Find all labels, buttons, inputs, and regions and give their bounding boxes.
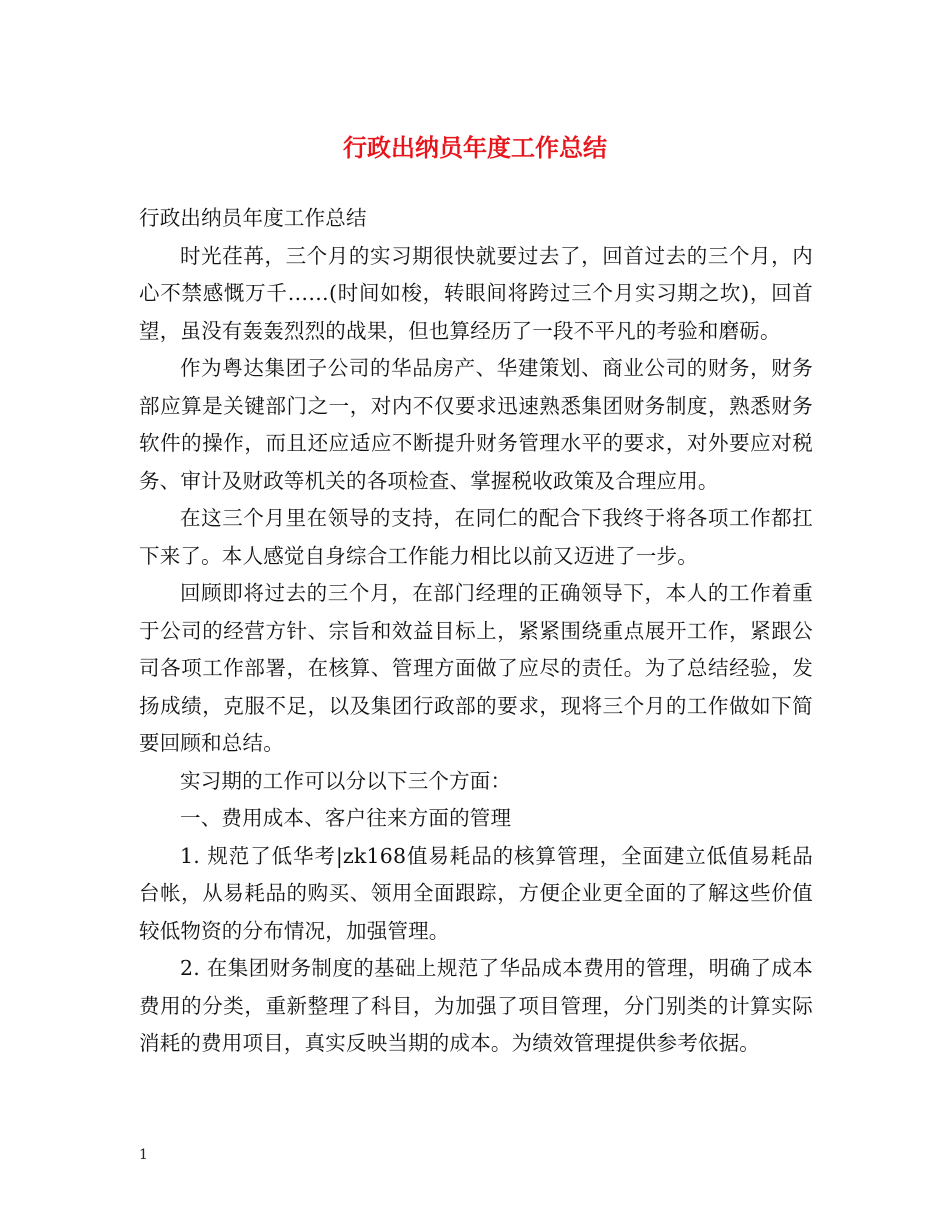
section-heading-cost: 一、费用成本、客户往来方面的管理 bbox=[180, 806, 512, 830]
paragraph-intro: 时光荏苒，三个月的实习期很快就要过去了，回首过去的三个月，内心不禁感慨万千……(时间如梭，转眼间将跨过三个月实习期之坎)，回首望，虽没有轰轰烈烈的战果，但也算经历了一段不平凡的考验和磨砺。 bbox=[139, 243, 813, 343]
document-body bbox=[139, 200, 813, 1063]
paragraph-progress: 在这三个月里在领导的支持，在同仁的配合下我终于将各项工作都扛下来了。本人感觉自身综合工作能力相比以前又迈进了一步。 bbox=[139, 506, 813, 568]
list-item: 1. 规范了低华考|zk168值易耗品的核算管理，全面建立低值易耗品台帐，从易耗品的购买、领用全面跟踪，方便企业更全面的了解这些价值较低物资的分布情况，加强管理。 bbox=[139, 843, 813, 943]
document-title: 行政出纳员年度工作总结 bbox=[343, 134, 607, 162]
list-item: 2. 在集团财务制度的基础上规范了华品成本费用的管理，明确了成本费用的分类，重新整理了科目，为加强了项目管理，分门别类的计算实际消耗的费用项目，真实反映当期的成本。为绩效管理提供参考依据。 bbox=[139, 956, 813, 1055]
body-heading: 行政出纳员年度工作总结 bbox=[139, 206, 367, 230]
page-number: 1 bbox=[139, 1147, 148, 1163]
paragraph-aspects: 实习期的工作可以分以下三个方面： bbox=[180, 768, 512, 793]
paragraph-role: 作为粤达集团子公司的华品房产、华建策划、商业公司的财务，财务部应算是关键部门之一，对内不仅要求迅速熟悉集团财务制度，熟悉财务软件的操作，而且还应适应不断提升财务管理水平的要求，对外要应对税务、审计及财政等机关的各项检查、掌握税收政策及合理应用。 bbox=[139, 356, 813, 493]
paragraph-review: 回顾即将过去的三个月，在部门经理的正确领导下，本人的工作着重于公司的经营方针、宗旨和效益目标上，紧紧围绕重点展开工作，紧跟公司各项工作部署，在核算、管理方面做了应尽的责任。为了总结经验，发扬成绩，克服不足，以及集团行政部的要求，现将三个月的工作做如下简要回顾和总结。 bbox=[139, 581, 813, 755]
